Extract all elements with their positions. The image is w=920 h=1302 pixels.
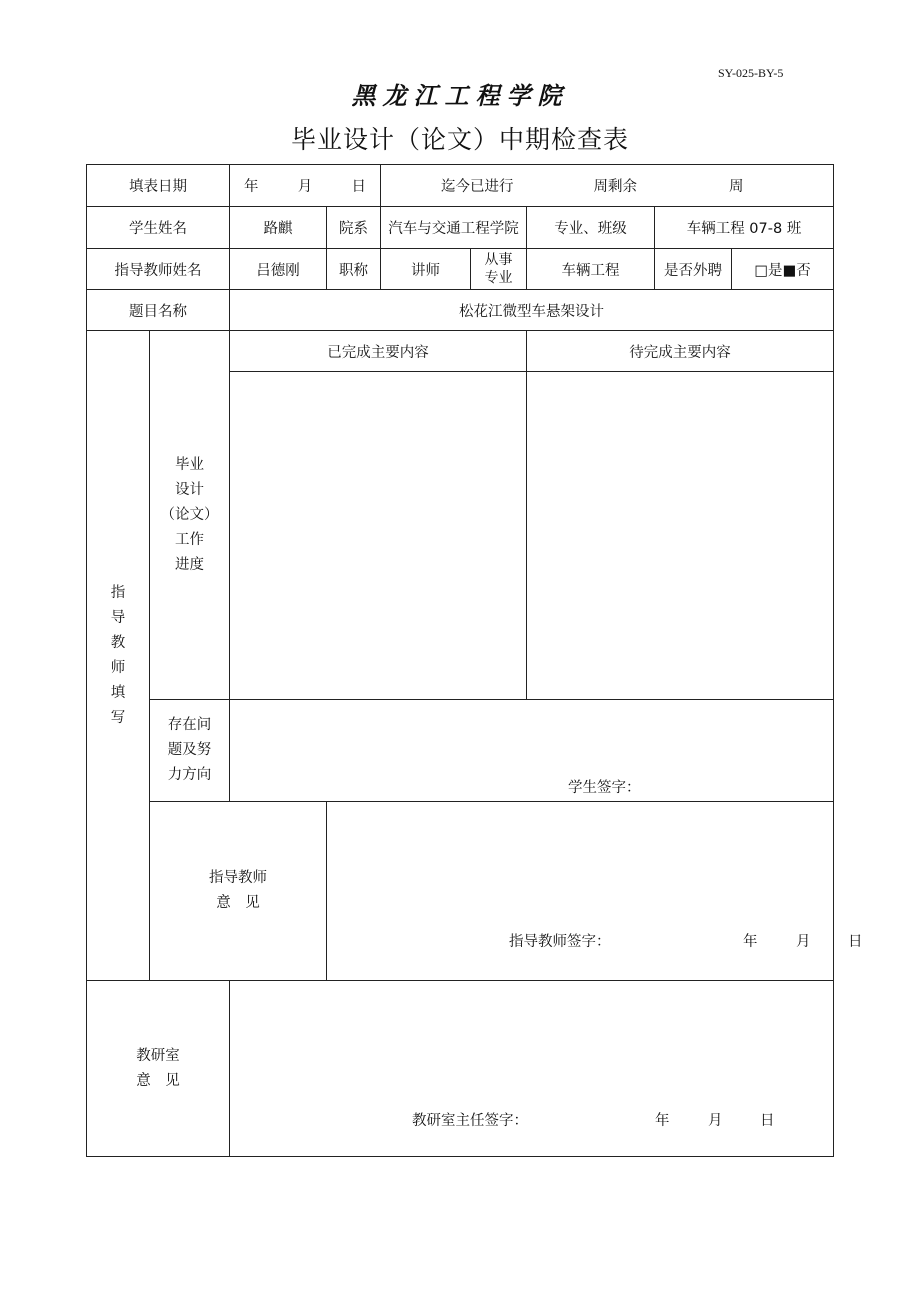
teacher-fill-char: 师 [110,659,126,676]
advisor-opinion-content-area[interactable] [327,802,863,981]
advisor-name-value[interactable]: 吕德刚 [230,249,327,290]
progress-label [150,331,230,700]
problems-label-line: 题及努 [167,742,212,758]
problems-label-line: 存在问 [167,717,212,733]
topic-value[interactable]: 松花江微型车悬架设计 [230,290,834,331]
table-row-topic [87,290,834,331]
office-day-label: 日 [760,1113,775,1129]
advisor-opinion-label [150,802,327,981]
page-title: 毕业设计（论文）中期检查表 [290,125,629,154]
progress-label-line: 进度 [175,556,204,573]
problems-label [150,700,230,802]
school-name-calligraphy: 黑龙江工程学院 [351,81,569,110]
progress-weeks-cell[interactable] [381,165,834,207]
table-row-student [87,207,834,249]
field-value[interactable]: 车辆工程 [527,249,655,290]
field-label-line-2: 专业 [484,270,513,286]
year-label: 年 [244,179,259,195]
day-label: 日 [351,179,366,195]
progress-label: 迄今已进行 [441,179,514,195]
pending-header: 待完成主要内容 [527,331,834,372]
document-code: SY-025-BY-5 [718,66,784,80]
problems-label-line: 力方向 [167,767,212,783]
progress-label-line: 毕业 [175,456,204,473]
office-opinion-label-line: 教研室 [136,1047,180,1064]
external-label: 是否外聘 [655,249,732,290]
table-row-fill-date [87,165,834,207]
teacher-fill-char: 教 [110,634,126,651]
problems-content-area[interactable] [230,700,834,802]
progress-label-line: 工作 [175,531,204,548]
student-name-value[interactable]: 路麒 [230,207,327,249]
department-label: 院系 [327,207,381,249]
teacher-fill-char: 写 [110,709,126,726]
pending-content-area[interactable] [527,372,834,700]
completed-content-area[interactable] [230,372,527,700]
office-month-label: 月 [708,1113,723,1129]
advisor-name-label: 指导教师姓名 [87,249,230,290]
major-class-value[interactable]: 车辆工程 07-8 班 [655,207,834,249]
teacher-fill-char: 导 [110,609,126,626]
advisor-title-label: 职称 [327,249,381,290]
weeks-unit-label: 周 [729,179,744,195]
advisor-month-label: 月 [796,934,811,950]
progress-label-line: 设计 [175,481,204,498]
field-label-line-1: 从事 [484,252,513,268]
teacher-fill-label [87,331,150,981]
major-class-label: 专业、班级 [527,207,655,249]
table-row-problems [87,700,834,802]
teacher-fill-char: 填 [110,684,126,701]
table-row-advisor-opinion [87,802,834,981]
fill-date-label: 填表日期 [87,165,230,207]
department-value[interactable]: 汽车与交通工程学院 [381,207,527,249]
table-row-advisor [87,249,834,290]
office-opinion-content-area[interactable] [230,981,834,1157]
advisor-signature-label: 指导教师签字： [509,934,611,950]
weeks-left-label: 周剩余 [593,179,637,195]
completed-header: 已完成主要内容 [230,331,527,372]
office-opinion-label-line: 意 见 [136,1072,180,1089]
progress-label-line: （论文） [160,506,219,523]
midterm-check-table [86,164,863,1157]
fill-date-value[interactable] [230,165,381,207]
advisor-opinion-label-line: 意 见 [216,895,260,911]
advisor-title-value[interactable]: 讲师 [381,249,471,290]
advisor-year-label: 年 [743,934,758,950]
table-row-progress-headers [87,331,834,372]
field-label [471,249,527,290]
office-year-label: 年 [655,1113,670,1129]
student-signature-label: 学生签字： [568,780,641,796]
month-label: 月 [297,179,313,195]
topic-label: 题目名称 [87,290,230,331]
office-opinion-label [87,981,230,1157]
advisor-day-label: 日 [848,934,863,950]
advisor-opinion-label-line: 指导教师 [209,870,267,886]
office-signature-label: 教研室主任签字： [412,1113,528,1129]
student-name-label: 学生姓名 [87,207,230,249]
table-row-office-opinion [87,981,834,1157]
external-checkbox[interactable]: □是■否 [732,249,834,290]
teacher-fill-char: 指 [110,584,126,601]
